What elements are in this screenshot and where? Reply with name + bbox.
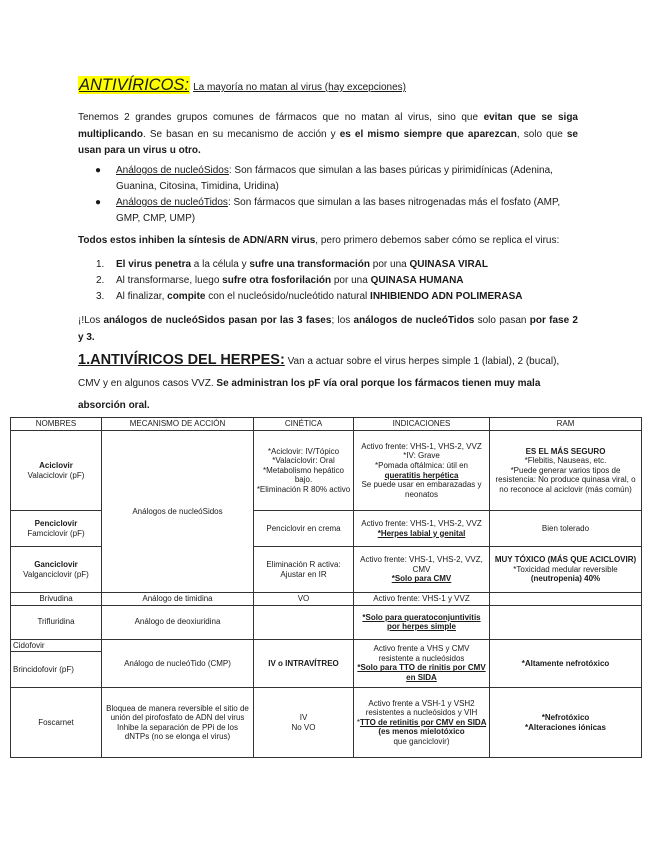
- page-title: [78, 76, 406, 95]
- indication-line: *Pomada oftálmica: útil en: [375, 460, 468, 470]
- group-name: Análogos de nucleóSidos: [116, 165, 229, 176]
- table-row: [11, 605, 642, 639]
- section-heading: [78, 349, 578, 417]
- note-bold: análogos de nucleóTidos: [353, 315, 475, 326]
- indication-line: Se puede usar en embarazadas y neonatos: [361, 480, 482, 499]
- cell-kinetics: VO: [254, 593, 354, 606]
- cell-kinetics: Penciclovir en crema: [254, 511, 354, 547]
- ram-line: *Altamente nefrotóxico: [521, 658, 610, 668]
- cell-name: Brivudina: [11, 593, 102, 606]
- ram-line: ES EL MÁS SEGURO: [525, 446, 606, 456]
- step-item: [78, 289, 578, 305]
- indication-line: Activo frente: VHS-1, VHS-2, VVZ: [361, 518, 482, 528]
- kinetics-line: IV o INTRAVÍTREO: [268, 658, 339, 668]
- cell-indications: [354, 605, 490, 639]
- cell-name: Trifluridina: [11, 605, 102, 639]
- step-part: Al finalizar,: [116, 291, 168, 302]
- note-text: ¡!Los: [78, 315, 104, 326]
- cell-mechanism: Análogos de nucleóSidos: [102, 431, 254, 593]
- step-part: sufre otra fosforilación: [222, 275, 332, 286]
- indication-line: *Solo para queratoconjuntivitis por herpes simple: [362, 612, 481, 632]
- cell-mechanism: Análogo de nucleóTido (CMP): [102, 639, 254, 688]
- cell-ram: Bien tolerado: [490, 511, 642, 547]
- cell-mechanism: [102, 688, 254, 758]
- cell-indications: [354, 639, 490, 688]
- cell-name: Brincidofovir (pF): [11, 652, 102, 688]
- indication-line: *Solo para CMV: [391, 574, 452, 584]
- herpes-antivirals-table: [10, 417, 642, 758]
- drug-prodrug: Famciclovir (pF): [27, 528, 85, 538]
- indication-bold: TTO de retinitis por CMV en SIDA: [359, 717, 487, 727]
- note-bold: por fase 2 y 3.: [78, 315, 578, 343]
- step-part: QUINASA HUMANA: [370, 275, 464, 286]
- cell-mechanism: Análogo de deoxiuridina: [102, 605, 254, 639]
- indication-bold: (es menos mielotóxico: [378, 727, 465, 737]
- step-number: 3.: [96, 291, 105, 302]
- table-header-row: [11, 418, 642, 431]
- cell-ram: [490, 547, 642, 593]
- indication-line: queratitis herpética: [384, 470, 459, 480]
- intro-bold-2: es el mismo siempre que aparezcan: [339, 128, 517, 140]
- intro-bold-3: se usan para un virus u otro.: [78, 128, 578, 156]
- bullet-icon: ●: [95, 197, 102, 208]
- kinetics-line: *Aciclovir: IV/Tópico: [267, 446, 340, 456]
- cell-ram: [490, 639, 642, 688]
- step-part: El virus penetra: [116, 259, 192, 270]
- list-item: [78, 195, 578, 227]
- cell-kinetics: Eliminación R activa: Ajustar en IR: [254, 547, 354, 593]
- intro-paragraph: [78, 110, 578, 160]
- drug-name: Aciclovir: [39, 460, 73, 470]
- ram-line: *Alteraciones iónicas: [525, 722, 606, 732]
- cell-ram: [490, 593, 642, 606]
- ram-line: *Flebitis, Nauseas, etc.: [524, 456, 607, 466]
- indication-line: Activo frente a VHS y CMV resistente a nucleósidos: [373, 644, 470, 663]
- step-part: compite: [167, 291, 206, 302]
- kinetics-line: *Eliminación R 80% activo: [256, 484, 351, 494]
- column-header: CINÉTICA: [254, 418, 354, 431]
- intro-text-1: Tenemos 2 grandes grupos comunes de fármacos que no matan al virus, sino que: [78, 112, 484, 123]
- note-text: solo pasan: [474, 315, 530, 326]
- drug-prodrug: Valaciclovir (pF): [27, 470, 85, 480]
- cell-ram: [490, 688, 642, 758]
- indication-line: *Herpes labial y genital: [377, 528, 466, 538]
- step-number: 1.: [96, 259, 105, 270]
- kinetics-line: No VO: [291, 722, 316, 732]
- step-number: 2.: [96, 275, 105, 286]
- step-part: QUINASA VIRAL: [409, 259, 489, 270]
- replication-steps: [78, 257, 578, 305]
- drug-groups-list: [78, 163, 578, 227]
- cell-indications: [354, 688, 490, 758]
- table-row: [11, 688, 642, 758]
- cell-indications: [354, 431, 490, 511]
- indication-line: *IV: Grave: [403, 451, 440, 461]
- ram-line: *Toxicidad medular reversible: [513, 564, 618, 574]
- group-name: Análogos de nucleóTidos: [116, 197, 228, 208]
- drug-name: Ganciclovir: [34, 559, 78, 569]
- cell-kinetics: [254, 605, 354, 639]
- indication-line: Activo frente a VSH-1 y VSH2 resistentes a nucleósidos y VIH: [365, 698, 478, 718]
- note-bold: análogos de nucleóSidos pasan por las 3 fases: [103, 315, 332, 326]
- cell-ram: [490, 605, 642, 639]
- cell-mechanism: Análogo de timidina: [102, 593, 254, 606]
- note-paragraph: [78, 313, 578, 346]
- cell-name: [11, 511, 102, 547]
- indication-line: Activo frente: VHS-1, VHS-2, VVZ, CMV: [360, 555, 483, 574]
- step-part: INHIBIENDO ADN POLIMERASA: [370, 291, 523, 302]
- kinetics-line: IV: [299, 713, 308, 723]
- section-text: Van a actuar sobre el virus herpes simple 1 (labial), 2 (bucal), CMV y en algunos casos VVZ.: [78, 356, 560, 389]
- note-text: ; los: [331, 315, 354, 326]
- table-row: [11, 593, 642, 606]
- cell-kinetics: [254, 639, 354, 688]
- synthesis-paragraph: [78, 233, 578, 250]
- section-title: 1.ANTIVÍRICOS DEL HERPES:: [78, 352, 285, 368]
- ram-line: *Puede generar varios tipos de resistencia: No produce quinasa viral, o no reconoce al aciclovir (más común): [495, 465, 636, 494]
- intro-text-3: , solo que: [516, 128, 567, 140]
- cell-kinetics: [254, 688, 354, 758]
- step-part: a la célula y: [191, 259, 250, 270]
- kinetics-line: *Metabolismo hepático bajo.: [263, 465, 344, 485]
- intro-text-2: . Se basan en su mecanismo de acción y: [143, 128, 340, 140]
- intro-bold-1: evitan que se siga multiplicando: [78, 112, 578, 140]
- ram-line: *Nefrotóxico: [541, 713, 590, 723]
- ram-line: (neutropenia) 40%: [530, 574, 601, 584]
- step-item: [78, 273, 578, 289]
- column-header: RAM: [490, 418, 642, 431]
- indication-line: *Solo para TTO de rinitis por CMV en SIDA: [357, 663, 486, 682]
- step-part: por una: [370, 259, 410, 270]
- drug-name: Penciclovir: [34, 518, 78, 528]
- cell-kinetics: [254, 431, 354, 511]
- step-part: sufre una transformación: [249, 259, 370, 270]
- bullet-icon: ●: [95, 165, 102, 176]
- synth-rest: , pero primero debemos saber cómo se replica el virus:: [315, 235, 560, 246]
- cell-indications: [354, 511, 490, 547]
- step-item: [78, 257, 578, 273]
- cell-name: Foscarnet: [11, 688, 102, 758]
- cell-name: Cidofovir: [11, 639, 102, 652]
- mechanism-line: Bloquea de manera reversible el sitio de unión del pirofosfato de ADN del virus: [106, 703, 249, 723]
- indication-line: *TTO de retinitis por CMV en SIDA (es menos mielotóxico: [356, 717, 487, 737]
- column-header: MECANISMO DE ACCIÓN: [102, 418, 254, 431]
- column-header: INDICACIONES: [354, 418, 490, 431]
- step-part: Al transformarse, luego: [116, 275, 223, 286]
- section-bold: Se administran los pF vía oral porque los fármacos tienen muy mala absorción oral.: [78, 378, 541, 411]
- mechanism-line: Inhibe la separación de PPi de los dNTPs (no se elonga el virus): [117, 722, 238, 742]
- title-main: ANTIVÍRICOS:: [79, 76, 190, 94]
- list-item: [78, 163, 578, 195]
- indication-line: que ganciclovir): [393, 737, 450, 747]
- cell-indications: [354, 547, 490, 593]
- cell-name: [11, 547, 102, 593]
- step-part: con el nucleósido/nucleótido natural: [205, 291, 371, 302]
- cell-indications: Activo frente: VHS-1 y VVZ: [354, 593, 490, 606]
- group-desc: : Son fármacos que simulan a las bases púricas y pirimidínicas (Adenina, Guanina, Citosina, Timidina, Uridina): [116, 165, 553, 192]
- table-row: [11, 639, 642, 652]
- column-header: NOMBRES: [11, 418, 102, 431]
- title-subtitle: La mayoría no matan al virus (hay excepciones): [193, 82, 406, 93]
- indication-line: Activo frente: VHS-1, VHS-2, VVZ: [361, 441, 482, 451]
- group-desc: : Son fármacos que simulan a las bases nitrogenadas más el fosfato (AMP, GMP, CMP, UMP): [116, 197, 561, 224]
- cell-name: [11, 431, 102, 511]
- kinetics-line: *Valaciclovir: Oral: [272, 456, 335, 466]
- drug-prodrug: Valganciclovir (pF): [23, 569, 89, 579]
- cell-ram: [490, 431, 642, 511]
- ram-line: MUY TÓXICO (MÁS QUE ACICLOVIR): [494, 555, 637, 565]
- table-row: [11, 431, 642, 511]
- synth-bold: Todos estos inhiben la síntesis de ADN/ARN virus: [78, 235, 316, 246]
- step-part: por una: [331, 275, 371, 286]
